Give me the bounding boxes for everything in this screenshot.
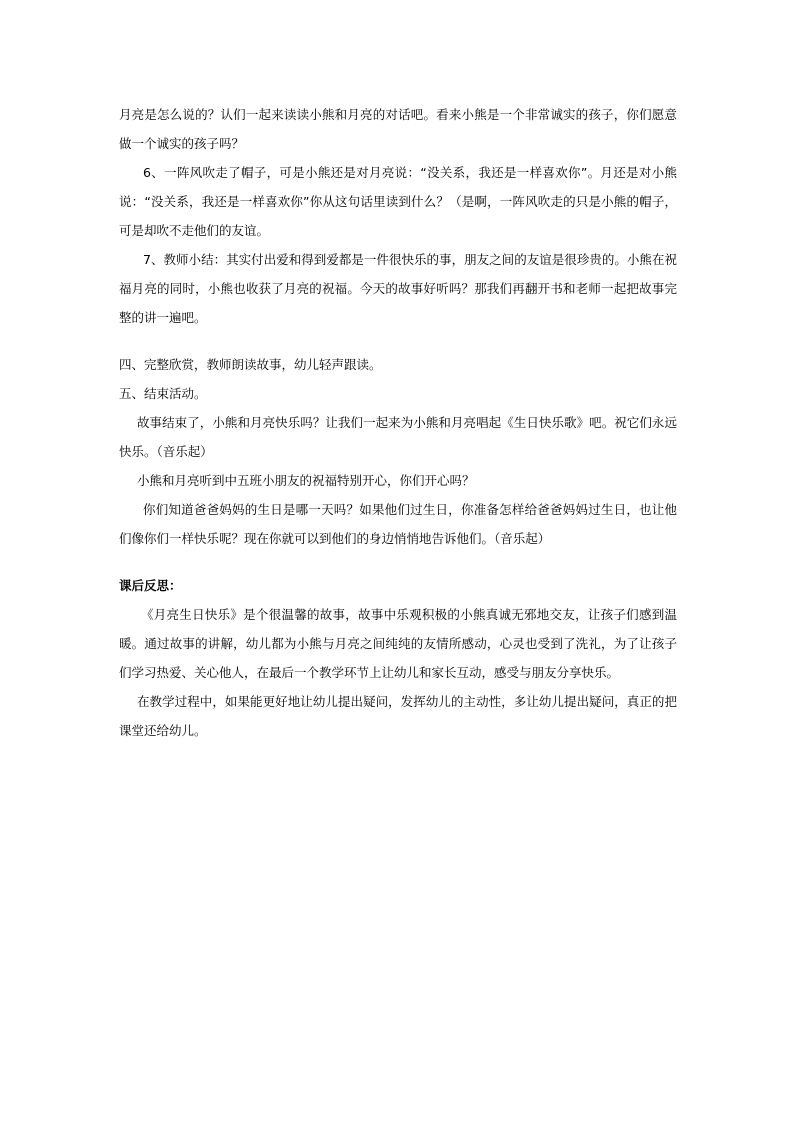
section-heading-closing: 五、结束活动。: [119, 386, 207, 401]
paragraph-children-happy: 小熊和月亮听到中五班小朋友的祝福特别开心，你们开心吗？: [137, 473, 475, 488]
paragraph-reflection-2: 在教学过程中，如果能更好地让幼儿提出疑问，发挥幼儿的主动性，多让幼儿提出疑问，真正的把课堂还给幼儿。: [119, 694, 677, 738]
paragraph-step-7: 7、教师小结：其实付出爱和得到爱都是一件很快乐的事，朋友之间的友谊是很珍贵的。小熊在祝福月亮的同时，小熊也收获了月亮的祝福。今天的故事好听吗？那我们再翻开书和老师一起把故事完整的讲一遍吧。: [119, 252, 677, 325]
section-heading-appreciation: 四、完整欣赏，教师朗读故事，幼儿轻声跟读。: [119, 357, 382, 372]
paragraph-story-end: 故事结束了，小熊和月亮快乐吗？让我们一起来为小熊和月亮唱起《生日快乐歌》吧。祝它们永远快乐。（音乐起）: [119, 415, 677, 459]
paragraph-step-6: 6、一阵风吹走了帽子，可是小熊还是对月亮说：“没关系，我还是一样喜欢你”。月还是对小熊说：“没关系，我还是一样喜欢你”你从这句话里读到什么？（是啊，一阵风吹走的只是小熊的帽子，可是却吹不走他们的友谊。: [119, 165, 677, 238]
paragraph-reflection-1: 《月亮生日快乐》是个很温馨的故事，故事中乐观积极的小熊真诚无邪地交友，让孩子们感到温暖。通过故事的讲解，幼儿都为小熊与月亮之间纯纯的友情所感动，心灵也受到了洗礼，为了让孩子们学习热爱、关心他人，在最后一个教学环节上让幼儿和家长互动，感受与朋友分享快乐。: [119, 607, 677, 680]
paragraph-parents-birthday: 你们知道爸爸妈妈的生日是哪一天吗？如果他们过生日，你准备怎样给爸爸妈妈过生日，也让他们像你们一样快乐呢？现在你就可以到他们的身边悄悄地告诉他们。（音乐起）: [119, 502, 677, 546]
reflection-heading: 课后反思：: [119, 578, 182, 593]
paragraph-moon-dialogue: 月亮是怎么说的？认们一起来读读小熊和月亮的对话吧。看来小熊是一个非常诚实的孩子，你们愿意做一个诚实的孩子吗？: [119, 107, 677, 151]
document-body: [119, 100, 677, 745]
